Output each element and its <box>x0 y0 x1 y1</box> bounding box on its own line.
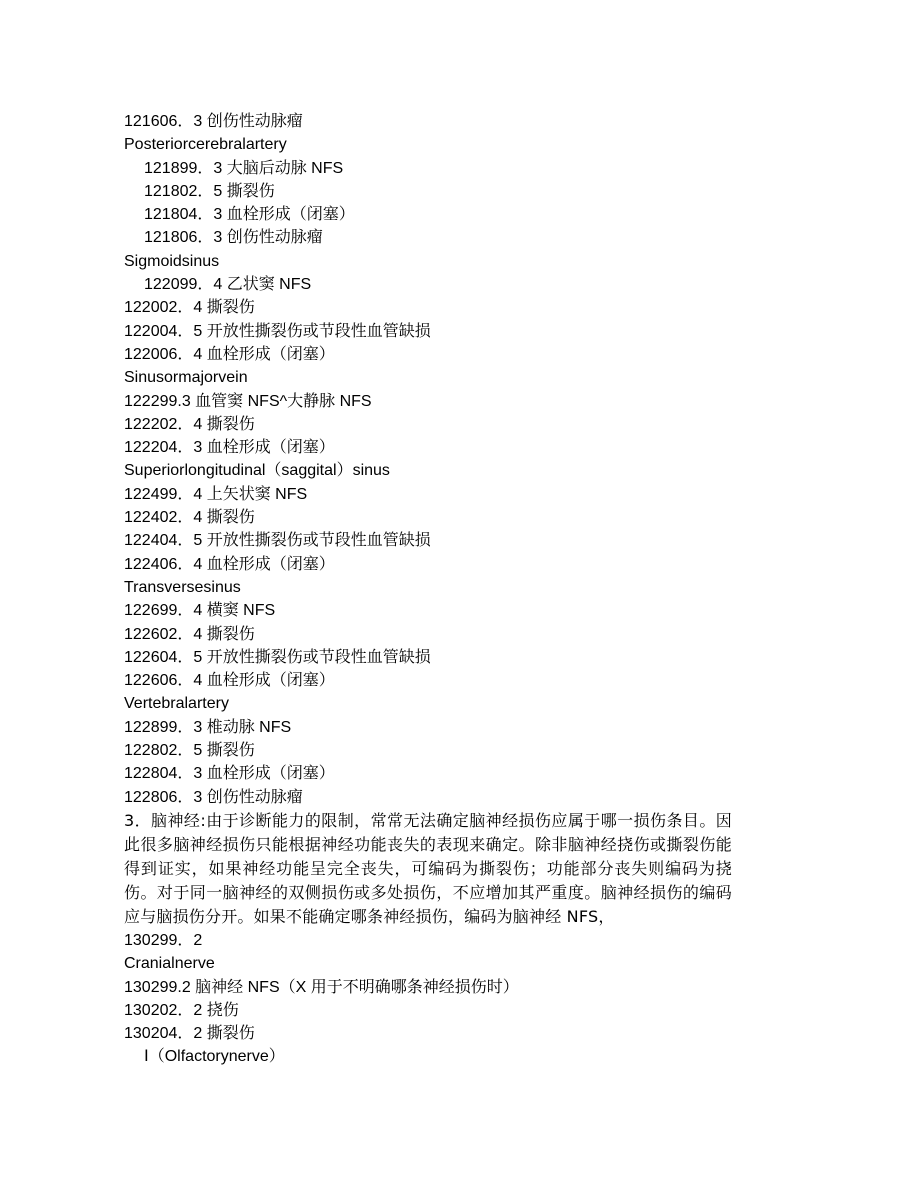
list-item: 121804．3 血栓形成（闭塞） <box>144 206 355 224</box>
section-heading: Vertebralartery <box>124 695 229 713</box>
entries-list-after <box>124 929 744 1069</box>
list-item: 122006．4 血栓形成（闭塞） <box>124 345 335 363</box>
list-item: 122406．4 血栓形成（闭塞） <box>124 555 335 573</box>
list-item: 121802．5 撕裂伤 <box>144 182 275 200</box>
list-item: 130202．2 挠伤 <box>124 1001 239 1019</box>
section-heading: Cranialnerve <box>124 955 215 973</box>
entries-list <box>124 110 744 809</box>
list-item: 130299．2 <box>124 931 203 949</box>
list-item: 122602．4 撕裂伤 <box>124 625 255 643</box>
list-item: 122802．5 撕裂伤 <box>124 742 255 760</box>
list-item: 122404．5 开放性撕裂伤或节段性血管缺损 <box>124 532 431 550</box>
section-heading: Sinusormajorvein <box>124 369 248 387</box>
list-item: 122499．4 上矢状窦 NFS <box>124 485 308 503</box>
list-item: 122204．3 血栓形成（闭塞） <box>124 439 335 457</box>
list-item: 122804．3 血栓形成（闭塞） <box>124 765 335 783</box>
list-item: 130204．2 撕裂伤 <box>124 1025 255 1043</box>
list-item: 122699．4 横窦 NFS <box>124 602 276 620</box>
list-item: 122299.3 血管窦 NFS^大静脉 NFS <box>124 392 372 410</box>
list-item: 130299.2 脑神经 NFS（X 用于不明确哪条神经损伤时） <box>124 978 519 996</box>
body-paragraph: 3．脑神经:由于诊断能力的限制，常常无法确定脑神经损伤应属于哪一损伤条目。因此很多脑神经损伤只能根据神经功能丧失的表现来确定。除非脑神经挠伤或撕裂伤能得到证实，如果神经功能呈完全丧失，可编码为撕裂伤；功能部分丧失则编码为挠伤。对于同一脑神经的双侧损伤或多处损伤，不应增加其严重度。脑神经损伤的编码应与脑损伤分开。如果不能确定哪条神经损伤，编码为脑神经 NFS， <box>124 810 732 926</box>
list-item: 122099．4 乙状窦 NFS <box>144 276 312 294</box>
list-item: 122004．5 开放性撕裂伤或节段性血管缺损 <box>124 322 431 340</box>
section-heading: Transversesinus <box>124 578 241 596</box>
list-item: 122202．4 撕裂伤 <box>124 415 255 433</box>
list-item: 122806．3 创伤性动脉瘤 <box>124 788 303 806</box>
section-heading: Posteriorcerebralartery <box>124 136 287 154</box>
list-item: 122002．4 撕裂伤 <box>124 299 255 317</box>
list-item: 122606．4 血栓形成（闭塞） <box>124 672 335 690</box>
list-item: 122402．4 撕裂伤 <box>124 509 255 527</box>
section-heading: Superiorlongitudinal（saggital）sinus <box>124 462 390 480</box>
list-item: 121899．3 大脑后动脉 NFS <box>144 159 344 177</box>
list-item: 121806．3 创伤性动脉瘤 <box>144 229 323 247</box>
list-item: 122899．3 椎动脉 NFS <box>124 718 292 736</box>
text-block <box>124 110 744 1069</box>
section-heading: Sigmoidsinus <box>124 252 220 270</box>
list-item: 121606．3 创伤性动脉瘤 <box>124 113 303 130</box>
list-item: 122604．5 开放性撕裂伤或节段性血管缺损 <box>124 648 431 666</box>
section-heading: Ⅰ（Olfactorynerve） <box>144 1048 285 1066</box>
